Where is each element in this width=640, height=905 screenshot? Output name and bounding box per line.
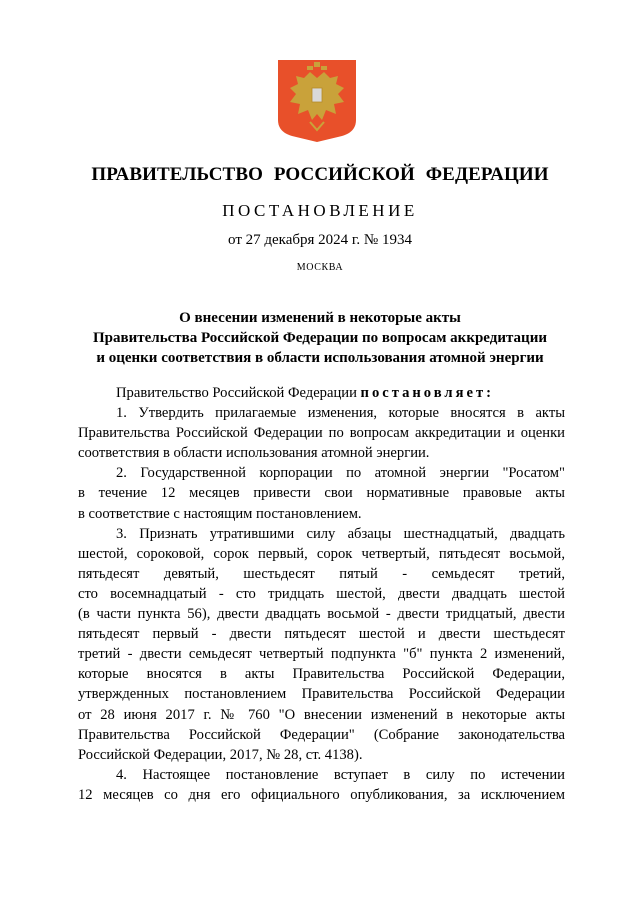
body-line: соответствия в области использования атомной энергии. [78, 445, 430, 462]
subject-line: и оценки соответствия в области использования атомной энергии [96, 350, 544, 366]
decree-city: МОСКВА [296, 262, 344, 273]
decree-date-number: от 27 декабря 2024 г. № 1934 [228, 232, 412, 248]
body-line: от 28 июня 2017 г. № 760 "О внесении изменений в некоторые акты [78, 706, 565, 723]
body-line: 2. Государственной корпорации по атомной энергии "Росатом" [116, 465, 565, 482]
body-line: которые вносятся в акты Правительства Российской Федерации, [78, 666, 565, 683]
coat-of-arms-emblem [276, 58, 358, 142]
decree-type: ПОСТАНОВЛЕНИЕ [222, 201, 418, 220]
body-line: 12 месяцев со дня его официального опубликования, за исключением [78, 786, 565, 803]
preamble [78, 383, 565, 403]
decree-body [78, 383, 565, 805]
body-line: в течение 12 месяцев привести свои нормативные правовые акты [78, 485, 565, 502]
body-line: 3. Признать утратившими силу абзацы шестнадцатый, двадцать [116, 525, 565, 542]
body-line: Российской Федерации, 2017, № 28, ст. 4138). [78, 746, 363, 763]
body-line: утвержденных постановлением Правительства Российской Федерации [78, 686, 565, 703]
body-line: сто восемнадцатый - сто тридцать шестой, двести двадцать шестой [78, 585, 565, 602]
body-line: третий - двести семьдесят четвертый подпункта "б" пункта 2 изменений, [78, 646, 565, 663]
decree-subject [0, 308, 640, 368]
body-line: шестой, сороковой, сорок первый, сорок четвертый, пятьдесят восьмой, [78, 545, 565, 562]
government-title: ПРАВИТЕЛЬСТВО РОССИЙСКОЙ ФЕДЕРАЦИИ [91, 164, 549, 185]
preamble-text: Правительство Российской Федерации [116, 385, 361, 401]
subject-line: Правительства Российской Федерации по вопросам аккредитации [93, 330, 547, 346]
body-line: 1. Утвердить прилагаемые изменения, которые вносятся в акты [116, 405, 565, 422]
body-line: пятьдесят первый - двести пятьдесят шестой и двести шестьдесят [78, 626, 565, 643]
body-line: Правительства Российской Федерации по вопросам аккредитации и оценки [78, 425, 565, 442]
body-line: 4. Настоящее постановление вступает в силу по истечении [116, 766, 565, 783]
body-line: в соответствие с настоящим постановлением. [78, 505, 362, 522]
subject-line: О внесении изменений в некоторые акты [179, 310, 461, 326]
preamble-resolves: постановляет: [360, 385, 494, 401]
body-line: Правительства Российской Федерации" (Собрание законодательства [78, 726, 565, 743]
body-line: пятьдесят девятый, шестьдесят пятый - семьдесят третий, [78, 565, 565, 582]
body-line: (в части пункта 56), двести двадцать восьмой - двести тридцатый, двести [78, 606, 565, 623]
